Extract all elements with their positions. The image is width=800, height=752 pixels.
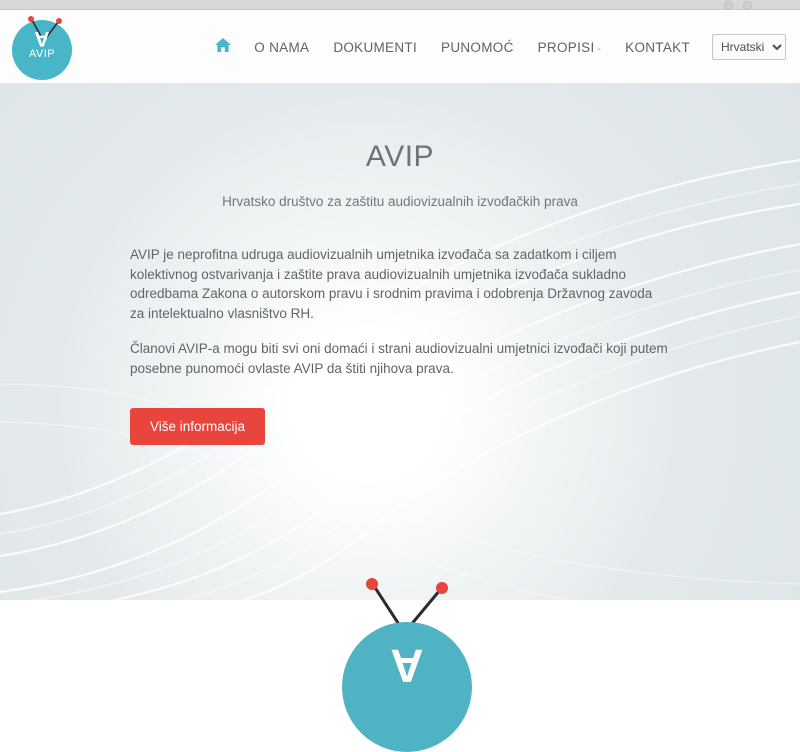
logo-mark: A <box>34 27 50 50</box>
nav-item-home[interactable] <box>208 37 242 58</box>
window-controls <box>724 1 752 10</box>
more-info-button[interactable]: Više informacija <box>130 408 265 445</box>
main-nav <box>208 10 786 84</box>
browser-chrome-strip <box>0 0 800 10</box>
nav-item-o-nama[interactable]: O NAMA <box>254 39 310 55</box>
chevron-down-icon: - <box>597 43 602 55</box>
window-control-dot[interactable] <box>724 1 733 10</box>
hero-content <box>0 84 800 445</box>
language-select[interactable] <box>712 34 786 60</box>
nav-item-kontakt[interactable]: KONTAKT <box>625 39 690 55</box>
hero-paragraph-1: AVIP je neprofitna udruga audiovizualnih umjetnika izvođača sa zadatkom i ciljem kolektivnog ostvarivanja i zaštite prava audiovizualnih umjetnika izvođača sukladno odredbama Zakona o autorskom pravu i srodnim pravima i odobrenja Državnog zavoda za intelektualno vlasništvo RH. <box>130 247 653 321</box>
nav-item-dokumenti[interactable]: DOKUMENTI <box>333 39 418 55</box>
nav-item-propisi-label: PROPISI <box>537 39 595 55</box>
hero-paragraph-2: Članovi AVIP-a mogu biti svi oni domaći i strani audiovizualni umjetnici izvođači koji putem posebne punomoći ovlaste AVIP da štiti njihova prava. <box>130 341 668 376</box>
home-icon <box>214 37 232 53</box>
window-control-dot[interactable] <box>743 1 752 10</box>
logo-text: AVIP <box>28 48 56 60</box>
nav-item-punomoc[interactable]: PUNOMOĆ <box>441 39 514 55</box>
hero-section <box>0 84 800 692</box>
site-header <box>0 10 800 84</box>
site-logo[interactable] <box>12 14 76 78</box>
page-title: AVIP <box>365 140 435 173</box>
nav-item-propisi[interactable] <box>526 40 614 55</box>
hero-subtitle: Hrvatsko društvo za zaštitu audiovizualnih izvođačkih prava <box>222 194 578 209</box>
hero-body <box>130 245 670 445</box>
hero-background-logo <box>330 504 480 692</box>
hero-logo-mark: A <box>390 640 424 692</box>
